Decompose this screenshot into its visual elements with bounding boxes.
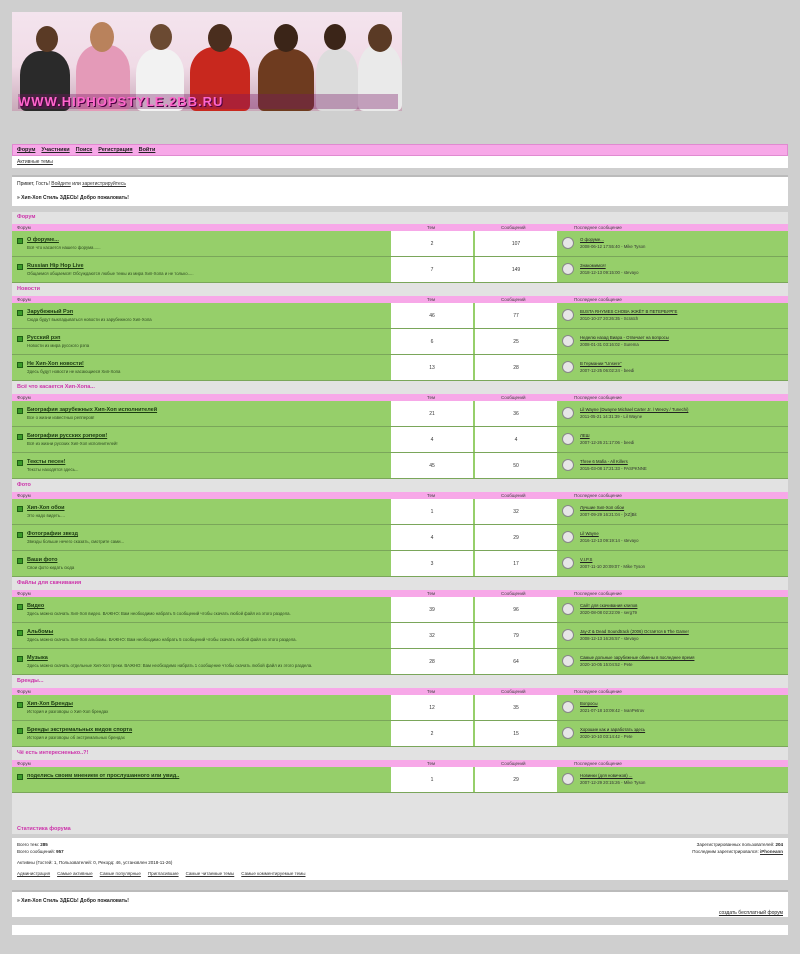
- category-title[interactable]: Всё что касается Хип-Хопа...: [17, 384, 95, 390]
- forum-title-link[interactable]: Видео: [27, 603, 45, 609]
- header-forum: Форум: [17, 591, 31, 596]
- forum-row: [12, 303, 788, 329]
- posts-count: 28: [513, 365, 519, 371]
- posts-count: 64: [513, 659, 519, 665]
- topics-cell: [391, 525, 473, 550]
- topics-count: 4: [430, 437, 434, 443]
- header-posts: Сообщений: [501, 297, 526, 302]
- forum-row: [12, 257, 788, 283]
- forum-title-link[interactable]: Бренды экстремальных видов спорта: [27, 727, 133, 733]
- stats-registered: [697, 842, 783, 847]
- last-post-link[interactable]: Знакомимся!: [580, 263, 606, 268]
- forum-row: [12, 551, 788, 577]
- forum-description: Здесь можно скачать Хип-Хоп альбомы. ВАЖНО: Вам необходимо набрать 5 сообщений чтобы скачать любой файл из этого раздела.: [27, 637, 297, 642]
- table-header: [12, 492, 788, 499]
- header-forum: Форум: [17, 493, 31, 498]
- stats-link-most-active[interactable]: Самые активные: [57, 871, 93, 876]
- table-header: [12, 224, 788, 231]
- forum-status-icon: [17, 702, 23, 708]
- table-header: [12, 394, 788, 401]
- posts-cell: [475, 257, 557, 282]
- forum-title-link[interactable]: Тексты песен!: [27, 459, 66, 465]
- forum-description: Тексты находятся здесь...: [27, 467, 79, 472]
- forum-status-icon: [17, 408, 23, 414]
- forum-list: [12, 212, 788, 834]
- forum-status-icon: [17, 532, 23, 538]
- posts-cell: [475, 499, 557, 524]
- stats-total-posts-value: 957: [56, 849, 64, 854]
- last-post-link[interactable]: ЛЕШ: [580, 433, 590, 438]
- avatar-icon[interactable]: [562, 603, 574, 615]
- banner-site-url: WWW.HIPHOPSTYLE.2BB.RU: [18, 94, 398, 109]
- forum-description: Всё из жизни русских Хип-Хоп исполнителей!: [27, 441, 118, 446]
- header-banner[interactable]: [12, 12, 402, 111]
- stats-total-topics-value: 285: [40, 842, 48, 847]
- header-last-post: Последнее сообщение: [574, 591, 622, 596]
- header-last-post: Последнее сообщение: [574, 225, 622, 230]
- forum-row: [12, 649, 788, 675]
- forum-status-icon: [17, 336, 23, 342]
- topics-count: 4: [430, 535, 434, 541]
- category-title[interactable]: Новости: [17, 286, 41, 292]
- banner-artist-head: [36, 26, 58, 52]
- last-post-meta: 2007-09-29 16:21:04 - [XZ]Bit: [580, 512, 637, 517]
- stats-registered-value: 204: [775, 842, 783, 847]
- forum-row: [12, 623, 788, 649]
- header-topics: Тем: [427, 591, 436, 596]
- nav-forum[interactable]: Форум: [17, 147, 36, 153]
- posts-cell: [475, 355, 557, 380]
- last-post-link[interactable]: V.I.P.S: [580, 557, 593, 562]
- posts-count: 77: [513, 313, 519, 319]
- posts-cell: [475, 231, 557, 256]
- header-last-post: Последнее сообщение: [574, 689, 622, 694]
- forum-description: Это надо видеть....: [27, 513, 65, 518]
- posts-cell: [475, 401, 557, 426]
- topics-cell: [391, 329, 473, 354]
- banner-artist-head: [208, 24, 232, 52]
- forum-title-link[interactable]: Зарубежный Рэп: [27, 309, 74, 315]
- forum-description: Всё что касается нашего форума......: [27, 245, 101, 250]
- last-post-meta: 2020-10-10 03:14:42 - Pete: [580, 734, 633, 739]
- header-topics: Тем: [427, 689, 436, 694]
- stats-title: Статистика форума: [17, 826, 71, 832]
- avatar-icon[interactable]: [562, 655, 574, 667]
- posts-count: 96: [513, 607, 519, 613]
- last-post-meta: 2021-07-18 10:09:42 - IvanPetrov: [580, 708, 645, 713]
- forum-status-icon: [17, 604, 23, 610]
- nav-search[interactable]: Поиск: [75, 147, 93, 153]
- category-title[interactable]: Файлы для скачивания: [17, 580, 82, 586]
- forum-row: [12, 427, 788, 453]
- greeting-prefix: Привет, Гость!: [17, 181, 50, 187]
- last-post-meta: 2015-03-08 17:21:33 - PASPKNNE: [580, 466, 647, 471]
- stats-last-registered: [692, 849, 783, 854]
- forum-status-icon: [17, 558, 23, 564]
- posts-cell: [475, 767, 557, 792]
- header-posts: Сообщений: [501, 493, 526, 498]
- forum-status-icon: [17, 238, 23, 244]
- header-topics: Тем: [427, 493, 436, 498]
- last-registered-user-link[interactable]: iPhoneann: [759, 849, 783, 854]
- header-topics: Тем: [427, 225, 436, 230]
- forum-description: История и разговоры об экстремальных брендах: [27, 735, 125, 740]
- topics-count: 21: [429, 411, 435, 417]
- topics-count: 39: [429, 607, 435, 613]
- category-title[interactable]: Форум: [17, 214, 36, 220]
- stats-link-most-read[interactable]: Самые читаемые темы: [185, 871, 235, 876]
- topics-count: 6: [430, 339, 434, 345]
- nav-members[interactable]: Участники: [41, 147, 70, 153]
- table-header: [12, 296, 788, 303]
- posts-cell: [475, 427, 557, 452]
- forum-title-link[interactable]: Музыка: [27, 655, 48, 661]
- forum-description: Сюда будут выкладываться новости из зарубежного Хип-Хопа: [27, 317, 152, 322]
- bottom-panel: [12, 890, 788, 917]
- banner-artist-head: [368, 24, 392, 52]
- forum-description: Здесь будут новости не касающиеся Хип-Хопа: [27, 369, 121, 374]
- greeting-panel: [12, 175, 788, 206]
- header-topics: Тем: [427, 297, 436, 302]
- topics-cell: [391, 695, 473, 720]
- last-post-meta: 2008-12-13 16:26:57 - stevayo: [580, 636, 639, 641]
- topics-cell: [391, 649, 473, 674]
- topics-cell: [391, 453, 473, 478]
- posts-count: 35: [513, 705, 519, 711]
- topics-count: 13: [429, 365, 435, 371]
- stats-total-posts: [17, 849, 64, 854]
- forum-row: [12, 767, 788, 793]
- topics-cell: [391, 499, 473, 524]
- posts-cell: [475, 649, 557, 674]
- posts-count: 149: [511, 267, 521, 273]
- forum-status-icon: [17, 506, 23, 512]
- avatar-icon[interactable]: [562, 459, 574, 471]
- forum-title-link[interactable]: Не Хип-Хоп новости!: [27, 361, 84, 367]
- active-topics-link[interactable]: Активные темы: [17, 159, 53, 165]
- category-title[interactable]: Бренды...: [17, 678, 44, 684]
- forum-row: [12, 499, 788, 525]
- forum-title-link[interactable]: О форуме...: [27, 237, 59, 243]
- bottom-welcome-text: » Хип-Хоп Стиль ЗДЕСЬ! Добро пожаловать!: [17, 898, 129, 904]
- forum-row: [12, 329, 788, 355]
- forum-status-icon: [17, 310, 23, 316]
- forum-row: [12, 721, 788, 747]
- posts-cell: [475, 551, 557, 576]
- greeting-line: [17, 181, 126, 187]
- stats-total-topics: [17, 842, 48, 847]
- header-forum: Форум: [17, 689, 31, 694]
- stats-total-topics-label: Всего тем:: [17, 842, 39, 847]
- posts-cell: [475, 695, 557, 720]
- posts-cell: [475, 329, 557, 354]
- last-post-meta: 2008-01-31 03:16:02 - Surema: [580, 342, 639, 347]
- login-link[interactable]: Войдите: [51, 181, 71, 187]
- stats-link-inviters[interactable]: Пригласившие: [147, 871, 179, 876]
- forum-row: [12, 597, 788, 623]
- forum-row: [12, 231, 788, 257]
- header-forum: Форум: [17, 761, 31, 766]
- register-link[interactable]: зарегистрируйтесь: [82, 181, 126, 187]
- header-last-post: Последнее сообщение: [574, 395, 622, 400]
- topics-count: 28: [429, 659, 435, 665]
- topics-cell: [391, 623, 473, 648]
- last-post-link[interactable]: Самые дольные зарубежные обмены в последнее время: [580, 655, 695, 660]
- posts-count: 50: [513, 463, 519, 469]
- last-post-link[interactable]: В Германии "Unsere": [580, 361, 622, 366]
- forum-title-link[interactable]: поделись своим мнением от прослушанного или увид..: [27, 773, 180, 779]
- avatar-icon[interactable]: [562, 407, 574, 419]
- header-posts: Сообщений: [501, 689, 526, 694]
- forum-description: Все о жизни известных репперов!: [27, 415, 95, 420]
- last-post-meta: 2016-12-13 09:19:14 - stevayo: [580, 538, 639, 543]
- forum-description: Свои фото кидать сюда: [27, 565, 75, 570]
- avatar-icon[interactable]: [562, 773, 574, 785]
- forum-title-link[interactable]: Русский рэп: [27, 335, 61, 341]
- forum-description: Здесь можно скачать Хип-Хоп видео. ВАЖНО: Вам необходимо набрать 5 сообщений чтобы скачать любой файл из этого раздела.: [27, 611, 291, 616]
- header-forum: Форум: [17, 395, 31, 400]
- table-header: [12, 590, 788, 597]
- avatar-icon[interactable]: [562, 361, 574, 373]
- forum-title-link[interactable]: Хип-Хоп обои: [27, 505, 65, 511]
- topics-count: 45: [429, 463, 435, 469]
- greeting-or: или: [72, 181, 81, 187]
- last-post-link[interactable]: Three 6 Mafia - All Killers: [580, 459, 628, 464]
- last-post-meta: 2018-12-13 09:15:00 - stevayo: [580, 270, 639, 275]
- topics-count: 2: [430, 241, 434, 247]
- topics-cell: [391, 427, 473, 452]
- posts-cell: [475, 525, 557, 550]
- table-header: [12, 760, 788, 767]
- last-post-meta: 2008-06-12 17:55:40 - Mike Tyson: [580, 244, 646, 249]
- posts-count: 36: [513, 411, 519, 417]
- avatar-icon[interactable]: [562, 557, 574, 569]
- posts-count: 25: [513, 339, 519, 345]
- forum-title-link[interactable]: Фотографии звезд: [27, 531, 79, 537]
- last-post-link[interactable]: Лучшие Хип-Хоп обои: [580, 505, 625, 510]
- banner-artist-head: [274, 24, 298, 52]
- forum-title-link[interactable]: Альбомы: [27, 629, 54, 635]
- posts-cell: [475, 453, 557, 478]
- last-post-meta: 2007-12-29 20:15:26 - Mike Tyson: [580, 780, 646, 785]
- topics-count: 1: [430, 777, 434, 783]
- footer-bar: [12, 925, 788, 935]
- last-post-link[interactable]: О форуме...: [580, 237, 604, 242]
- avatar-icon[interactable]: [562, 433, 574, 445]
- posts-cell: [475, 623, 557, 648]
- last-post-link[interactable]: Хорошие как и заработать здесь: [580, 727, 646, 732]
- header-posts: Сообщений: [501, 395, 526, 400]
- avatar-icon[interactable]: [562, 727, 574, 739]
- topics-cell: [391, 303, 473, 328]
- create-forum-link[interactable]: создать бесплатный форум: [718, 910, 783, 916]
- header-last-post: Последнее сообщение: [574, 297, 622, 302]
- posts-count: 107: [511, 241, 521, 247]
- last-post-meta: 2007-12-25 06:02:24 - beedi: [580, 368, 635, 373]
- forum-status-icon: [17, 728, 23, 734]
- posts-count: 32: [513, 509, 519, 515]
- forum-description: Здесь можно скачать отдельные Хип-Хоп треки. ВАЖНО: Вам необходимо набрать 1 сообщение чтобы скачать любой файл из этого раздела.: [27, 663, 313, 668]
- forum-title-link[interactable]: Биография зарубежных Хип-Хоп исполнителей: [27, 407, 158, 413]
- last-post-link[interactable]: Новинки (для новичков) ...: [580, 773, 633, 778]
- avatar-icon[interactable]: [562, 237, 574, 249]
- header-topics: Тем: [427, 761, 436, 766]
- header-topics: Тем: [427, 395, 436, 400]
- forum-status-icon: [17, 264, 23, 270]
- forum-row: [12, 401, 788, 427]
- avatar-icon[interactable]: [562, 505, 574, 517]
- topics-count: 3: [430, 561, 434, 567]
- topics-cell: [391, 767, 473, 792]
- last-post-meta: 2011-05-21 14:31:39 - Lil Wayne: [580, 414, 643, 419]
- category-title[interactable]: Чё есть интересненько..?!: [17, 750, 89, 756]
- posts-cell: [475, 721, 557, 746]
- banner-artist-head: [150, 24, 172, 50]
- avatar-icon[interactable]: [562, 309, 574, 321]
- topics-count: 46: [429, 313, 435, 319]
- topics-cell: [391, 551, 473, 576]
- last-post-link[interactable]: Неделю назад Виара - Отвечает на вопросы: [580, 335, 669, 340]
- stats-links: [17, 871, 306, 876]
- posts-count: 29: [513, 535, 519, 541]
- forum-title-link[interactable]: Биографии русских рэперов!: [27, 433, 108, 439]
- topics-cell: [391, 597, 473, 622]
- last-post-meta: 2020-10-05 15:04:52 - Pete: [580, 662, 633, 667]
- topics-count: 2: [430, 731, 434, 737]
- last-post-meta: 2010-10-27 20:26:35 - Scratch: [580, 316, 639, 321]
- last-post-meta: 2007-11-10 20:09:07 - Mike Tyson: [580, 564, 646, 569]
- banner-artist-head: [324, 24, 346, 50]
- forum-title-link[interactable]: Russian Hip Hop Live: [27, 263, 84, 269]
- stats-link-admins[interactable]: Администрация: [17, 871, 51, 876]
- avatar-icon[interactable]: [562, 629, 574, 641]
- table-header: [12, 688, 788, 695]
- last-post-link[interactable]: Lil Wayne: [580, 531, 599, 536]
- header-last-post: Последнее сообщение: [574, 493, 622, 498]
- posts-count: 17: [513, 561, 519, 567]
- header-posts: Сообщений: [501, 761, 526, 766]
- forum-status-icon: [17, 460, 23, 466]
- forum-row: [12, 355, 788, 381]
- nav-login[interactable]: Войти: [138, 147, 156, 153]
- forum-status-icon: [17, 774, 23, 780]
- header-posts: Сообщений: [501, 225, 526, 230]
- last-post-link[interactable]: Сайт для скачивания клипов: [580, 603, 638, 608]
- last-post-link[interactable]: Вопросы: [580, 701, 598, 706]
- nav-register[interactable]: Регистрация: [98, 147, 133, 153]
- category-title[interactable]: Фото: [17, 482, 31, 488]
- forum-description: Новости из мира русского рэпа: [27, 343, 90, 348]
- welcome-text: » Хип-Хоп Стиль ЗДЕСЬ! Добро пожаловать!: [17, 195, 129, 201]
- forum-stats: [12, 826, 788, 880]
- topics-cell: [391, 401, 473, 426]
- posts-count: 79: [513, 633, 519, 639]
- header-last-post: Последнее сообщение: [574, 761, 622, 766]
- forum-status-icon: [17, 362, 23, 368]
- forum-status-icon: [17, 656, 23, 662]
- posts-count: 29: [513, 777, 519, 783]
- header-forum: Форум: [17, 225, 31, 230]
- avatar-icon[interactable]: [562, 701, 574, 713]
- stats-active-line: Активны (Гостей: 1, Пользователей: 0, Рекорд: 46, установлен 2018-11-26): [17, 860, 173, 865]
- posts-cell: [475, 303, 557, 328]
- stats-total-posts-label: Всего сообщений:: [17, 849, 55, 854]
- topics-cell: [391, 355, 473, 380]
- header-posts: Сообщений: [501, 591, 526, 596]
- posts-cell: [475, 597, 557, 622]
- topics-cell: [391, 721, 473, 746]
- topics-count: 1: [430, 509, 434, 515]
- forum-status-icon: [17, 630, 23, 636]
- header-forum: Форум: [17, 297, 31, 302]
- last-post-link[interactable]: Lil Wayne (Dwayne Michael Carter Jr. / Weezy / Tunechi): [580, 407, 689, 412]
- forum-title-link[interactable]: Хип-Хоп Бренды: [27, 701, 73, 707]
- posts-count: 4: [514, 437, 518, 443]
- avatar-icon[interactable]: [562, 335, 574, 347]
- stats-link-most-commented[interactable]: Самые комментируемые темы: [241, 871, 306, 876]
- subnav: [12, 156, 788, 168]
- forum-description: История и разговоры о Хип-Хоп брендах: [27, 709, 109, 714]
- forum-row: [12, 695, 788, 721]
- stats-last-registered-label: Последним зарегистрировался:: [692, 849, 759, 854]
- main-navbar: [12, 144, 788, 156]
- last-post-link[interactable]: Jay-Z & Dead Soundtrack (2006) Остаётся в The Game!: [580, 629, 689, 634]
- last-post-link[interactable]: BUSTA RHYMES СНОВА ЖЖЁТ В ПЕТЕРБУРГЕ: [580, 309, 678, 314]
- forum-description: Звезды больше нечего сказать, смотрите сами...: [27, 539, 125, 544]
- topics-count: 32: [429, 633, 435, 639]
- stats-registered-label: Зарегистрированных пользователей:: [696, 842, 775, 847]
- topics-cell: [391, 257, 473, 282]
- posts-count: 15: [513, 731, 519, 737]
- forum-status-icon: [17, 434, 23, 440]
- forum-row: [12, 453, 788, 479]
- forum-description: Общаемся общаемся! Обсуждаются любые темы из мира Хип-Хопа и не только.....: [27, 271, 194, 276]
- forum-title-link[interactable]: Ваши фото: [27, 557, 58, 563]
- stats-link-most-popular[interactable]: Самые популярные: [99, 871, 141, 876]
- topics-count: 12: [429, 705, 435, 711]
- topics-cell: [391, 231, 473, 256]
- banner-artist-head: [90, 22, 114, 52]
- last-post-meta: 2020-08-08 02:22:09 - serg79: [580, 610, 637, 615]
- forum-row: [12, 525, 788, 551]
- topics-count: 7: [430, 267, 434, 273]
- last-post-meta: 2007-12-26 21:17:06 - beedi: [580, 440, 635, 445]
- avatar-icon[interactable]: [562, 531, 574, 543]
- avatar-icon[interactable]: [562, 263, 574, 275]
